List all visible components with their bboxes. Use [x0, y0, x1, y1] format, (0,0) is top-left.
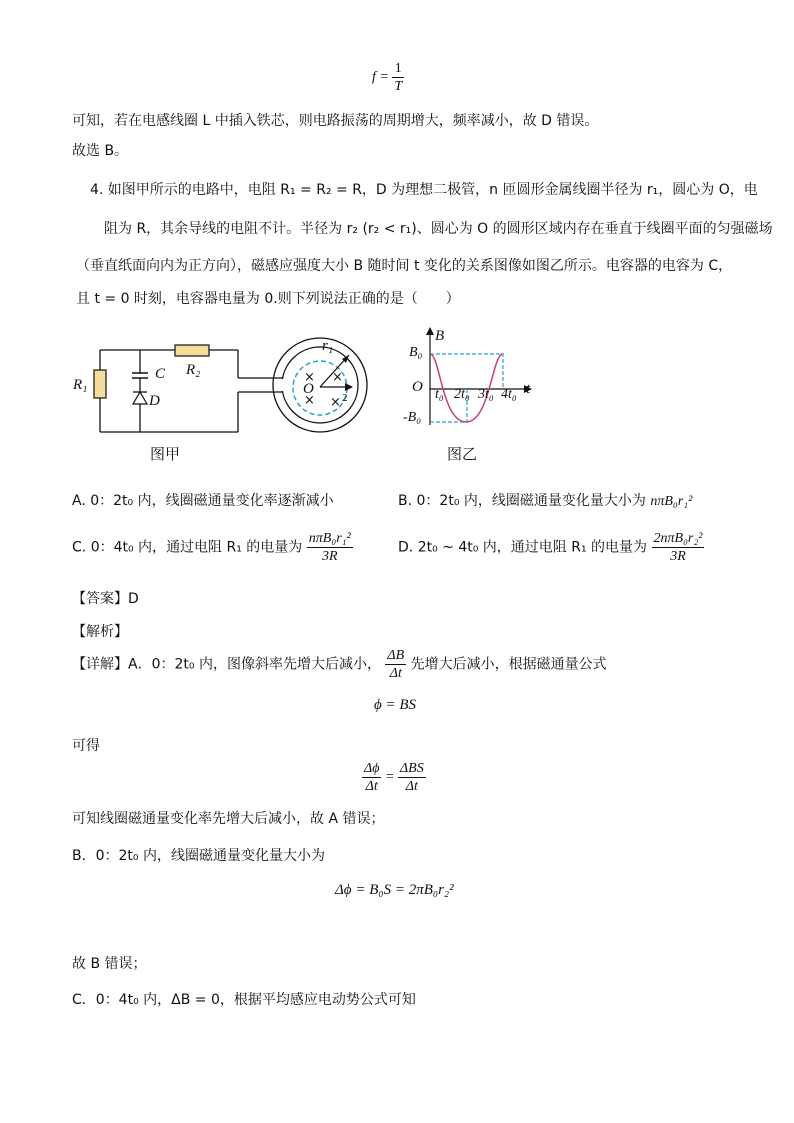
question-line-3: （垂直纸面向内为正方向），磁感应强度大小 B 随时间 t 变化的关系图像如图乙所示。电容器的电容为 C，: [76, 258, 733, 274]
equation-right-numerator: ΔBS: [399, 761, 424, 776]
label-r1: R₁: [73, 377, 88, 393]
graph-label-t: t: [526, 381, 531, 397]
caption-figure-a: 图甲: [150, 445, 181, 463]
option-d-numerator: 2nπB₀r₂²: [653, 531, 703, 546]
equation-left-denominator: Δt: [362, 777, 381, 795]
option-c-range: 0：4t₀ 内，: [90, 539, 167, 556]
option-b-range: 0：2t₀ 内，: [416, 493, 492, 509]
question-line-2: 阻为 R，其余导线的电阻不计。半径为 r₂ (r₂ < r₁)、圆心为 O 的圆形区域内存在垂直于线圈平面的匀强磁场: [104, 221, 773, 237]
graph-tick-4t0: 4t₀: [501, 387, 517, 402]
option-d-letter: D.: [398, 539, 414, 556]
svg-text:×: ×: [304, 370, 315, 385]
paragraph-conclusion: 可知，若在电感线圈 L 中插入铁芯，则电路振荡的周期增大，频率减小，故 D 错误。: [72, 113, 599, 129]
option-d-denominator: 3R: [652, 547, 705, 565]
detail-a-fraction: [385, 647, 406, 682]
formula-f-denominator: T: [394, 79, 403, 94]
equation-delta-phi: Δϕ = B₀S = 2πB₀r₂²: [335, 882, 454, 898]
label-capacitor: C: [155, 366, 166, 382]
question-line-4: 且 t = 0 时刻，电容器电量为 0.则下列说法正确的是（ ）: [76, 291, 460, 307]
option-a: [72, 490, 334, 510]
formula-f-numerator: 1: [394, 61, 402, 76]
answer-line: [72, 588, 139, 608]
label-center-o: O: [303, 381, 314, 397]
detail-a-part2: 先增大后减小，根据磁通量公式: [410, 656, 607, 673]
answer-value: D: [128, 591, 139, 607]
equation-left-numerator: Δϕ: [364, 761, 380, 776]
equation-flux-rate-left: [362, 760, 381, 795]
option-a-range: 0：2t₀ 内，: [90, 493, 166, 509]
option-d-range: 2t₀ ~ 4t₀ 内，: [417, 539, 511, 556]
detail-line-c: C．0：4t₀ 内，ΔB = 0，根据平均感应电动势公式可知: [72, 992, 416, 1008]
formula-f: [372, 60, 404, 95]
option-b-letter: B.: [398, 493, 413, 509]
label-diode: D: [149, 393, 160, 409]
derive-text: 可得: [72, 738, 100, 754]
label-r2-coil: 2: [342, 392, 348, 404]
detail-line-b: B．0：2t₀ 内，线圈磁通量变化量大小为: [72, 848, 325, 864]
option-d-text: 通过电阻 R₁ 的电量为: [510, 539, 648, 556]
graph-tick-t0: t₀: [435, 387, 444, 402]
formula-f-fraction: [392, 60, 404, 95]
analysis-label: 【解析】: [72, 624, 128, 640]
answer-label: 【答案】: [72, 591, 128, 607]
resistor-r1: [94, 370, 106, 398]
option-d: [398, 530, 704, 565]
label-r1-coil: r₁: [322, 338, 334, 354]
option-a-text: 线圈磁通量变化率逐渐减小: [165, 493, 334, 509]
conclusion-a: 可知线圈磁通量变化率先增大后减小，故 A 错误；: [72, 811, 385, 827]
diode-symbol: [133, 392, 147, 404]
equation-right-denominator: Δt: [398, 777, 426, 795]
equation-phi-bs: ϕ = BS: [374, 697, 417, 713]
option-c: [72, 530, 353, 565]
option-c-text: 通过电阻 R₁ 的电量为: [166, 539, 303, 556]
option-c-numerator: nπB₀r₁²: [308, 531, 351, 546]
equation-flux-rate: $\frac{\Delta\phi}{\Delta t}$ = $\frac{\text{ΔBS}}{\Delta t}$: [364, 761, 424, 794]
formula-f-lhs: f =: [372, 69, 389, 85]
option-b-expr: nπB₀r₁²: [650, 494, 693, 509]
graph-label-b0: B₀: [409, 345, 423, 360]
detail-a-part1: 【详解】A．0：2t₀ 内，图像斜率先增大后减小，: [72, 656, 381, 673]
question-line-1: 4. 如图甲所示的电路中，电阻 R₁ = R₂ = R，D 为理想二极管，n 匝圆形金属线圈半径为 r₁，圆心为 O，电: [90, 182, 758, 198]
detail-a-denominator: Δt: [385, 664, 406, 682]
graph-label-neg-b0: -B₀: [403, 410, 422, 425]
svg-text:×: ×: [330, 395, 341, 410]
option-c-letter: C.: [72, 539, 87, 556]
resistor-r2: [175, 345, 209, 356]
detail-a-numerator: ΔB: [387, 648, 405, 663]
option-d-fraction: [652, 530, 705, 565]
svg-text:×: ×: [332, 370, 343, 385]
graph-tick-2t0: 2t₀: [454, 387, 470, 402]
conclusion-b: 故 B 错误；: [72, 956, 147, 972]
detail-line-a: [72, 647, 607, 682]
paragraph-choose-b: 故选 B。: [72, 143, 129, 159]
circuit-diagram: [70, 330, 380, 465]
graph-tick-3t0: 3t₀: [478, 387, 494, 402]
option-a-letter: A.: [72, 493, 86, 509]
caption-figure-b: 图乙: [447, 445, 478, 463]
label-r2: R₂: [186, 362, 201, 378]
graph-label-b: B: [435, 328, 445, 344]
option-c-denominator: 3R: [307, 547, 353, 565]
graph-label-origin: O: [412, 379, 423, 395]
option-b-text: 线圈磁通量变化量大小为: [491, 493, 646, 509]
option-b: [398, 490, 692, 510]
equation-flux-rate-right: [398, 760, 426, 795]
option-c-fraction: [307, 530, 353, 565]
svg-text:×: ×: [304, 393, 315, 408]
